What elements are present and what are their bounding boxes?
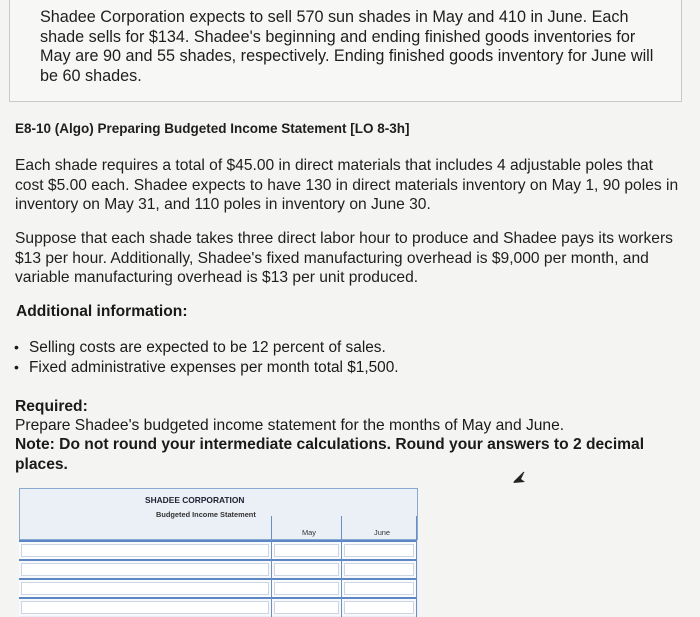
required-text: Prepare Shadee's budgeted income statement for the months of May and June. bbox=[15, 417, 565, 435]
statement-title: Budgeted Income Statement bbox=[156, 510, 256, 519]
june-amount-input[interactable] bbox=[344, 582, 414, 595]
june-amount-input[interactable] bbox=[344, 563, 414, 576]
mouse-pointer-icon bbox=[512, 470, 526, 489]
june-amount-input[interactable] bbox=[344, 601, 414, 614]
additional-info-list bbox=[14, 338, 399, 377]
column-header-june: June bbox=[374, 528, 391, 537]
problem-paragraph-1: Each shade requires a total of $45.00 in direct materials that includes 4 adjustable poles that cost $5.00 each. Shadee expects to have 130 in direct materials inventory on May 1, 90 poles in inventory on May 31, and 110 poles in inventory on June 30. bbox=[15, 157, 679, 214]
table-row bbox=[19, 578, 417, 597]
intro-text: Shadee Corporation expects to sell 570 sun shades in May and 410 in June. Each shade sells for $134. Shadee's beginning and ending finished goods inventories for May are 90 and 55 shades, respectively. Ending finished goods inventory for June will be 60 shades. bbox=[40, 8, 654, 85]
additional-info-label: Additional information: bbox=[16, 303, 188, 320]
table-row bbox=[19, 559, 417, 578]
row-label-input[interactable] bbox=[21, 563, 269, 576]
row-label-input[interactable] bbox=[21, 544, 269, 557]
required-section bbox=[15, 397, 685, 474]
problem-heading: E8-10 (Algo) Preparing Budgeted Income Statement [LO 8-3h] bbox=[15, 121, 410, 136]
statement-company: SHADEE CORPORATION bbox=[145, 495, 245, 505]
may-amount-input[interactable] bbox=[274, 601, 339, 614]
column-divider bbox=[341, 516, 342, 617]
required-label: Required: bbox=[15, 398, 88, 415]
may-amount-input[interactable] bbox=[274, 582, 339, 595]
table-row bbox=[19, 540, 417, 559]
may-amount-input[interactable] bbox=[274, 544, 339, 557]
column-divider bbox=[271, 516, 272, 617]
june-amount-input[interactable] bbox=[344, 544, 414, 557]
intro-panel bbox=[9, 0, 682, 102]
list-item: • Fixed administrative expenses per month total $1,500. bbox=[14, 358, 399, 378]
list-item: • Selling costs are expected to be 12 percent of sales. bbox=[14, 338, 399, 358]
may-amount-input[interactable] bbox=[274, 563, 339, 576]
column-divider bbox=[416, 516, 417, 617]
rounding-note: Note: Do not round your intermediate calculations. Round your answers to 2 decimal places. bbox=[15, 436, 645, 473]
problem-paragraph-2: Suppose that each shade takes three direct labor hour to produce and Shadee pays its workers $13 per hour. Additionally, Shadee's fixed manufacturing overhead is $9,000 per month, and variable manufacturing overhead is $13 per unit produced. bbox=[15, 230, 673, 287]
row-label-input[interactable] bbox=[21, 582, 269, 595]
table-row bbox=[19, 597, 417, 616]
row-label-input[interactable] bbox=[21, 601, 269, 614]
statement-header bbox=[19, 488, 418, 540]
income-statement-grid bbox=[19, 488, 418, 617]
column-header-may: May bbox=[302, 528, 316, 537]
